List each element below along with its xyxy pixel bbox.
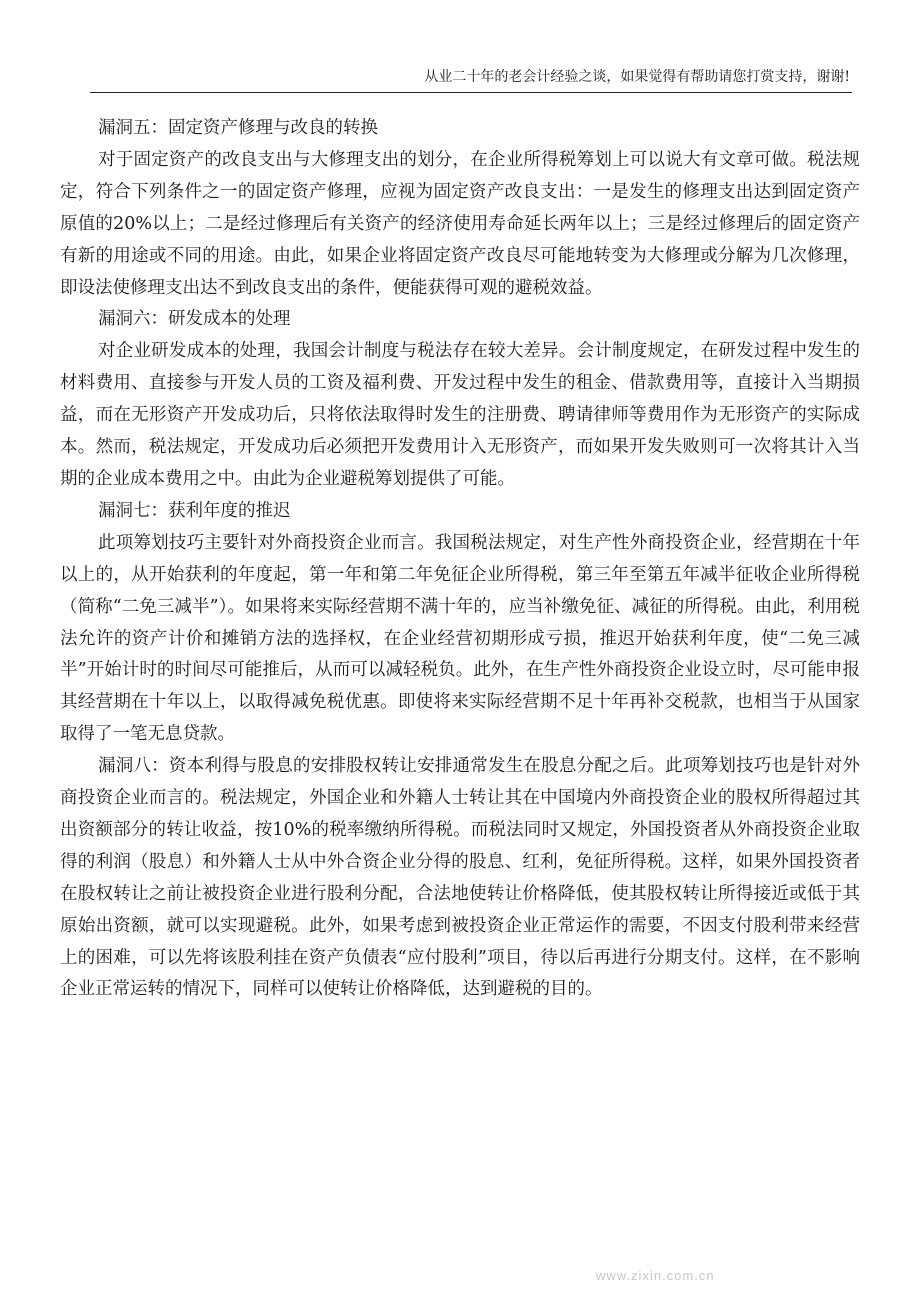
section-title: 漏洞五：固定资产修理与改良的转换	[98, 118, 378, 138]
section-paragraph: 对于固定资产的改良支出与大修理支出的划分，在企业所得税筹划上可以说大有文章可做。税法规定，符合下列条件之一的固定资产修理，应视为固定资产改良支出：一是发生的修理支出达到固定资产原值的20%以上；二是经过修理后有关资产的经济使用寿命延长两年以上；三是经过修理后的固定资产有新的用途或不同的用途。由此，如果企业将固定资产改良尽可能地转变为大修理或分解为几次修理，即设法使修理支出达不到改良支出的条件，便能获得可观的避税效益。	[60, 149, 860, 298]
section-paragraph: 此项筹划技巧主要针对外商投资企业而言。我国税法规定，对生产性外商投资企业，经营期在十年以上的，从开始获利的年度起，第一年和第二年免征企业所得税，第三年至第五年减半征收企业所得税（简称“二免三减半”）。如果将来实际经营期不满十年的，应当补缴免征、减征的所得税。由此，利用税法允许的资产计价和摊销方法的选择权，在企业经营初期形成亏损，推迟开始获利年度，使“二免三减半”开始计时的时间尽可能推后，从而可以减轻税负。此外，在生产性外商投资企业设立时，尽可能申报其经营期在十年以上，以取得减免税优惠。即使将来实际经营期不足十年再补交税款，也相当于从国家取得了一笔无息贷款。	[60, 532, 860, 745]
header-divider	[90, 92, 852, 93]
section-paragraph: 对企业研发成本的处理，我国会计制度与税法存在较大差异。会计制度规定，在研发过程中发生的材料费用、直接参与开发人员的工资及福利费、开发过程中发生的租金、借款费用等，直接计入当期损益，而在无形资产开发成功后，只将依法取得时发生的注册费、聘请律师等费用作为无形资产的实际成本。然而，税法规定，开发成功后必须把开发费用计入无形资产，而如果开发失败则可一次将其计入当期的企业成本费用之中。由此为企业避税筹划提供了可能。	[60, 341, 860, 489]
section-loophole-7	[60, 496, 860, 751]
section-title: 漏洞六：研发成本的处理	[98, 309, 291, 330]
page-header-note: 从业二十年的老会计经验之谈，如果觉得有帮助请您打赏支持，谢谢!	[424, 69, 850, 85]
section-loophole-5	[60, 113, 860, 304]
section-title: 漏洞七：获利年度的推迟	[98, 500, 291, 521]
section-loophole-6	[60, 304, 860, 495]
watermark-text: www.zixin.com.cn	[596, 1268, 715, 1283]
document-body	[60, 113, 860, 1006]
section-loophole-8-paragraph: 漏洞八：资本利得与股息的安排股权转让安排通常发生在股息分配之后。此项筹划技巧也是针对外商投资企业而言的。税法规定，外国企业和外籍人士转让其在中国境内外商投资企业的股权所得超过其出资额部分的转让收益，按10%的税率缴纳所得税。而税法同时又规定，外国投资者从外商投资企业取得的利润（股息）和外籍人士从中外合资企业分得的股息、红利，免征所得税。这样，如果外国投资者在股权转让之前让被投资企业进行股利分配，合法地使转让价格降低，使其股权转让所得接近或低于其原始出资额，就可以实现避税。此外，如果考虑到被投资企业正常运作的需要，不因支付股利带来经营上的困难，可以先将该股利挂在资产负债表“应付股利”项目，待以后再进行分期支付。这样，在不影响企业正常运转的情况下，同样可以使转让价格降低，达到避税的目的。	[60, 756, 860, 1000]
